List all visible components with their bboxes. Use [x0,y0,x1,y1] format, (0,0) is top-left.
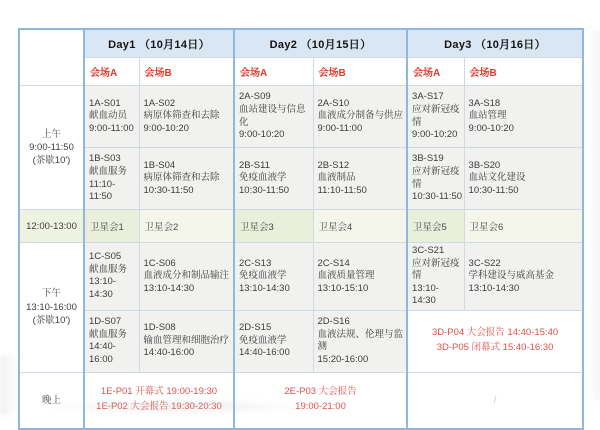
session-title: 献血服务 [89,328,128,340]
session-time: 13:10-14:30 [89,276,116,300]
session-cell-1B-S03 [84,148,139,210]
session-code: 3C-S21 [412,245,445,256]
time-label-evening: 晚上 [19,372,84,429]
session-time: 14:40-16:00 [143,347,195,359]
session-time: 11:10-11:50 [89,178,116,203]
session-cell-3B-S20 [464,148,583,210]
session-title: 病原体筛查和去除 [143,110,220,122]
session-title: 免疫血液学 [239,270,287,282]
session-code: 1A-S02 [143,97,176,109]
corner-cell [19,29,84,86]
session-code: 3A-S17 [412,91,444,103]
session-code: 1B-S03 [89,153,121,165]
satellite-cell-5: 卫星会5 [407,210,464,243]
session-code: 2B-S11 [239,159,270,171]
session-title: 血站管理 [468,110,507,122]
session-time: 14:40-16:00 [239,347,290,359]
session-time: 10:30-11:50 [412,191,463,203]
session-cell-2B-S11 [234,148,313,210]
session-cell-1C-S06 [139,243,234,311]
session-title: 献血服务 [89,263,128,275]
time-label-noon: 12:00-13:00 [19,210,84,243]
day3-evening-empty-cell: / [407,372,583,429]
session-title: 输血管理和细胞治疗 [143,334,230,346]
session-time: 10:30-11:50 [143,184,194,196]
session-code: 2B-S12 [317,159,350,171]
session-time: 13:10-14:30 [468,282,520,294]
session-title: 献血服务 [89,165,128,177]
session-code: 1D-S08 [143,322,176,334]
session-title: 血站建设与信息化 [239,103,306,128]
session-cell-2C-S13 [234,243,313,311]
session-time: 13:10-14:30 [412,282,439,307]
day1-header: Day1 （10月14日） [84,29,234,58]
session-cell-2D-S15 [234,310,313,372]
session-code: 3B-S19 [412,153,444,165]
session-title: 血液法规、伦理与监测 [317,328,404,353]
plenary-report-line: 1E-P02 大会报告 19:30-20:30 [96,401,222,413]
session-time: 15:20-16:00 [317,353,369,365]
session-title: 血液质量管理 [317,270,375,282]
day2-venue-b-label: 会场B [313,58,407,86]
session-cell-2C-S14 [313,243,407,311]
session-title: 献血动员 [89,110,128,122]
session-cell-3B-S19 [407,148,464,210]
morning-time: 9:00-11:50 [29,141,74,153]
closing-ceremony-line: 3D-P05 闭幕式 15:40-16:30 [436,342,554,354]
day2-header: Day2 （10月15日） [234,29,407,58]
session-title: 免疫血液学 [239,334,287,346]
session-title: 学科建设与威高基金 [468,270,555,282]
session-code: 2A-S10 [317,97,350,109]
session-time: 10:30-11:50 [468,184,519,196]
satellite-cell-4: 卫星会4 [313,210,407,243]
day1-venue-a-label: 会场A [84,58,139,86]
satellite-cell-2: 卫星会2 [139,210,234,243]
session-title: 血液成分和制品输注 [143,270,230,282]
session-code: 2C-S14 [317,257,350,269]
session-title: 应对新冠疫情 [412,103,460,128]
session-code: 1B-S04 [143,159,176,171]
session-cell-2B-S12 [313,148,407,210]
session-time: 14:40-16:00 [89,341,116,365]
plenary-report-title: 2E-P03 大会报告 [284,386,357,398]
session-time: 9:00-11:00 [317,122,363,134]
time-label-afternoon [19,243,84,373]
session-cell-2A-S09 [234,86,313,148]
session-cell-1A-S01 [84,86,139,148]
session-cell-3A-S18 [464,86,583,148]
day1-venue-b-label: 会场B [139,58,234,86]
photo-smudge-right [589,30,600,400]
session-code: 3C-S22 [468,257,501,269]
session-code: 1C-S05 [89,251,122,263]
day3-header: Day3 （10月16日） [407,29,583,58]
afternoon-break-note: (茶歇10') [32,314,71,326]
session-cell-2A-S10 [313,86,407,148]
session-cell-1A-S02 [139,86,234,148]
session-code: 2A-S09 [239,91,271,103]
session-time: 9:00-10:20 [143,122,189,134]
session-time: 13:10-14:30 [239,282,290,294]
plenary-report-time: 19:00-21:00 [295,401,346,413]
schedule-table [18,28,584,430]
session-time: 13:10-15:10 [317,282,369,294]
session-title: 血站文化建设 [468,172,526,184]
session-time: 13:10-14:30 [143,282,195,294]
afternoon-label: 下午 [41,288,61,300]
session-cell-1D-S07 [84,310,139,372]
session-code: 2D-S15 [239,322,272,334]
session-code: 2D-S16 [317,316,350,328]
session-title: 血液制品 [317,172,356,184]
satellite-cell-6: 卫星会6 [464,210,583,243]
time-label-morning [19,86,84,210]
day2-venue-a-label: 会场A [234,58,313,86]
session-time: 9:00-10:20 [468,122,514,134]
session-cell-3A-S17 [407,86,464,148]
session-code: 1C-S06 [143,257,176,269]
closing-report-line: 3D-P04 大会报告 14:40-15:40 [431,327,559,339]
day3-closing-cell [407,310,583,372]
session-cell-2D-S16 [313,310,407,372]
conference-schedule-table [18,28,584,430]
session-time: 9:00-11:00 [89,122,134,134]
session-title: 血液成分制备与供应 [317,110,404,122]
afternoon-time: 13:10-16:00 [26,301,77,313]
session-code: 3A-S18 [468,97,501,109]
photo-smudge-corner [0,355,20,415]
session-title: 应对新冠疫情 [412,257,460,282]
session-time: 11:10-11:50 [317,184,367,196]
session-cell-1B-S04 [139,148,234,210]
morning-break-note: (茶歇10') [32,155,71,167]
session-cell-3C-S21 [407,243,464,311]
session-title: 病原体筛查和去除 [143,172,220,184]
session-title: 应对新冠疫情 [412,165,460,190]
session-cell-1C-S05 [84,243,139,311]
day2-evening-cell [234,372,407,429]
satellite-cell-1: 卫星会1 [84,210,139,243]
session-code: 3B-S20 [468,159,501,171]
session-time: 9:00-10:20 [412,129,458,141]
session-code: 1A-S01 [89,97,121,109]
satellite-cell-3: 卫星会3 [234,210,313,243]
day1-evening-cell [84,372,234,429]
session-time: 10:30-11:50 [239,184,290,196]
session-title: 免疫血液学 [239,172,287,184]
morning-label: 上午 [41,128,61,140]
session-cell-3C-S22 [464,243,583,311]
session-cell-1D-S08 [139,310,234,372]
session-time: 9:00-10:20 [239,129,285,141]
day3-venue-a-label: 会场A [407,58,464,86]
opening-ceremony-line: 1E-P01 开幕式 19:00-19:30 [100,386,218,398]
session-code: 2C-S13 [239,257,272,269]
day3-venue-b-label: 会场B [464,58,583,86]
session-code: 1D-S07 [89,316,122,328]
